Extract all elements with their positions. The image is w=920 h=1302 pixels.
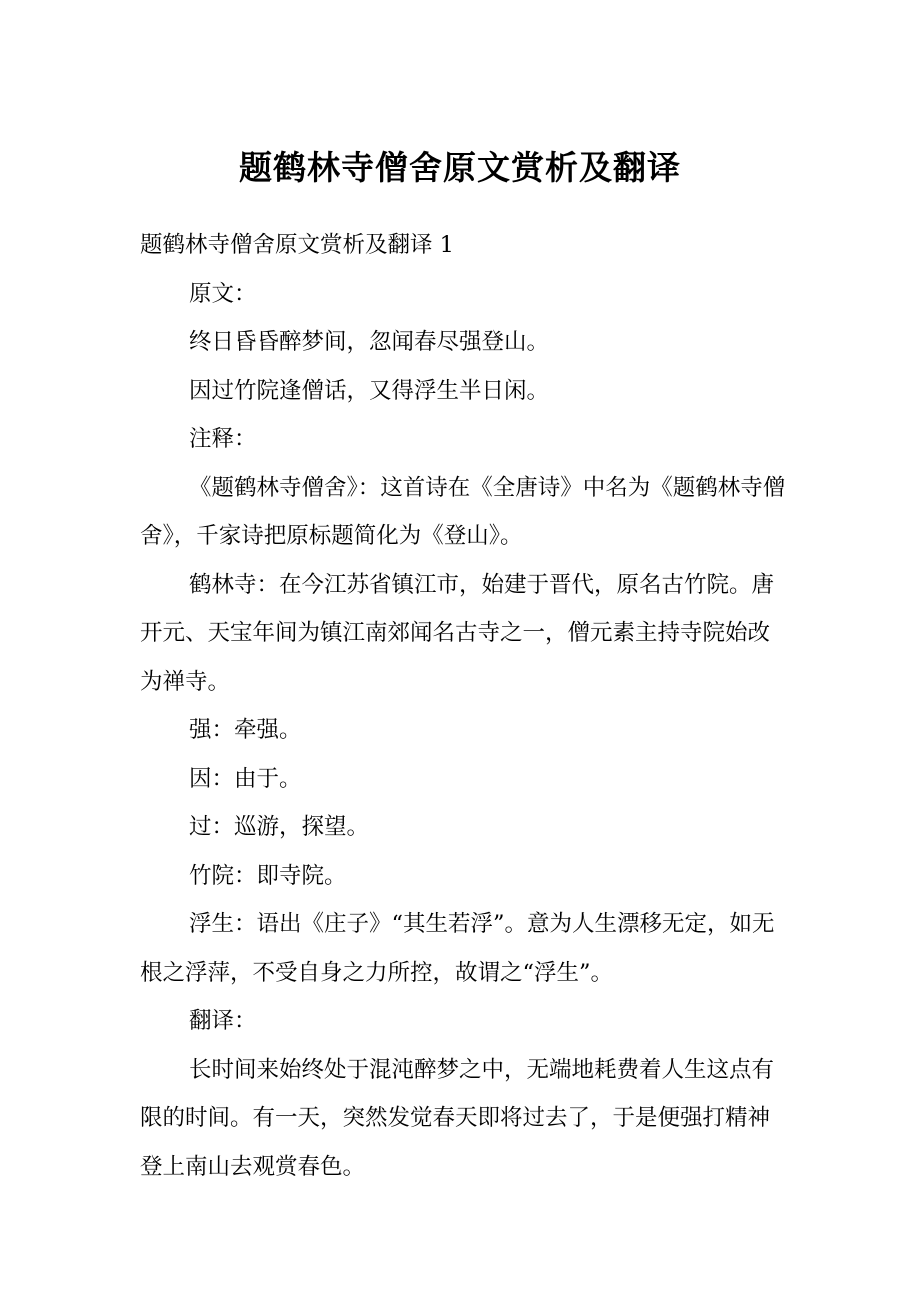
document-body: [140, 221, 790, 1191]
note-qiang: 强：牵强。: [189, 717, 302, 743]
translation-paragraph: 长时间来始终处于混沌醉梦之中，无端地耗费着人生这点有限的时间。有一天，突然发觉春天即将过去了，于是便强打精神登上南山去观赏春色。: [140, 1056, 775, 1180]
label-notes: 注释：: [189, 426, 257, 452]
note-zhuyuan: 竹院：即寺院。: [189, 862, 347, 889]
note-helin-temple: 鹤林寺：在今江苏省镇江市，始建于晋代，原名古竹院。唐开元、天宝年间为镇江南郊闻名古寺之一，僧元素主持寺院始改为禅寺。: [140, 571, 775, 695]
note-fusheng: 浮生：语出《庄子》“其生若浮”。意为人生漂移无定，如无根之浮萍，不受自身之力所控，故谓之“浮生”。: [140, 911, 775, 986]
note-yin: 因：由于。: [189, 765, 302, 792]
note-title: 《题鹤林寺僧舍》：这首诗在《全唐诗》中名为《题鹤林寺僧舍》，千家诗把原标题简化为《登山》。: [140, 474, 786, 549]
poem-line-1: 终日昏昏醉梦间，忽闻春尽强登山。: [189, 329, 550, 355]
label-original-text: 原文：: [189, 280, 257, 307]
poem-line-2: 因过竹院逢僧话，又得浮生半日闲。: [189, 377, 550, 404]
document-title: 题鹤林寺僧舍原文赏析及翻译: [239, 148, 681, 187]
note-guo: 过：巡游，探望。: [189, 814, 370, 840]
label-translation: 翻译：: [189, 1008, 257, 1034]
section-heading: 题鹤林寺僧舍原文赏析及翻译 1: [140, 232, 454, 258]
